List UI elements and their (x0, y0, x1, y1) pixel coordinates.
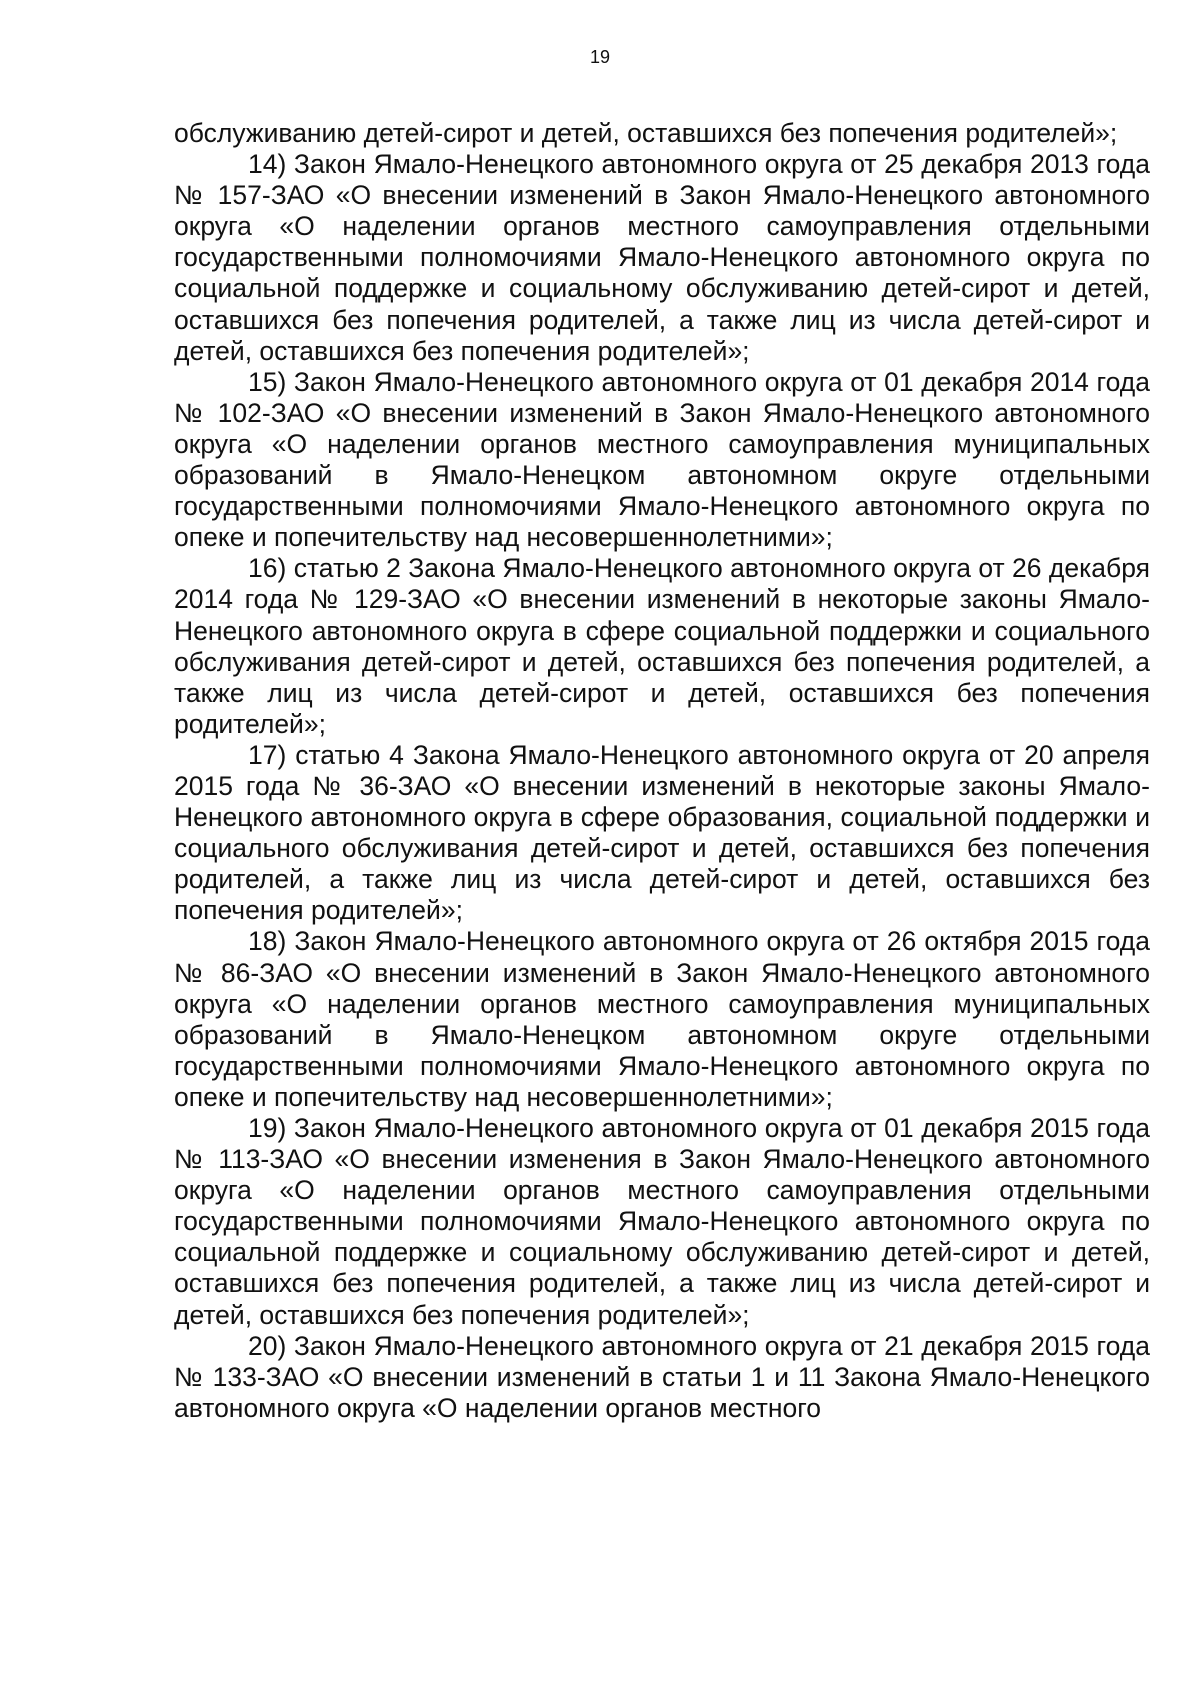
paragraph-continuation: обслуживанию детей-сирот и детей, оставшихся без попечения родителей»; (174, 118, 1118, 148)
paragraph-item-18: 18) Закон Ямало-Ненецкого автономного округа от 26 октября 2015 года № 86-ЗАО «О внесении изменений в Закон Ямало-Ненецкого автономного округа «О наделении органов местного самоуправления муниципальных образований в Ямало-Ненецком автономном округе отдельными государственными полномочиями Ямало-Ненецкого автономного округа по опеке и попечительству над несовершеннолетними»; (174, 926, 1150, 1112)
paragraph-item-20: 20) Закон Ямало-Ненецкого автономного округа от 21 декабря 2015 года № 133-ЗАО «О внесении изменений в статьи 1 и 11 Закона Ямало-Ненецкого автономного округа «О наделении органов местного (174, 1330, 1150, 1423)
paragraph-item-17: 17) статью 4 Закона Ямало-Ненецкого автономного округа от 20 апреля 2015 года № 36-ЗАО «О внесении изменений в некоторые законы Ямало-Ненецкого автономного округа в сфере образования, социальной поддержки и социального обслуживания детей-сирот и детей, оставшихся без попечения родителей, а также лиц из числа детей-сирот и детей, оставшихся без попечения родителей»; (174, 739, 1150, 926)
paragraph-item-16: 16) статью 2 Закона Ямало-Ненецкого автономного округа от 26 декабря 2014 года № 129-ЗАО «О внесении изменений в некоторые законы Ямало-Ненецкого автономного округа в сфере социальной поддержки и социального обслуживания детей-сирот и детей, оставшихся без попечения родителей, а также лиц из числа детей-сирот и детей, оставшихся без попечения родителей»; (174, 553, 1150, 739)
paragraph-item-14: 14) Закон Ямало-Ненецкого автономного округа от 25 декабря 2013 года № 157-ЗАО «О внесении изменений в Закон Ямало-Ненецкого автономного округа «О наделении органов местного самоуправления отдельными государственными полномочиями Ямало-Ненецкого автономного округа по социальной поддержке и социальному обслуживанию детей-сирот и детей, оставшихся без попечения родителей, а также лиц из числа детей-сирот и детей, оставшихся без попечения родителей»; (174, 149, 1150, 366)
document-body (174, 118, 1150, 1424)
page-number: 19 (589, 47, 611, 67)
paragraph-item-19: 19) Закон Ямало-Ненецкого автономного округа от 01 декабря 2015 года № 113-ЗАО «О внесении изменения в Закон Ямало-Ненецкого автономного округа «О наделении органов местного самоуправления отдельными государственными полномочиями Ямало-Ненецкого автономного округа по социальной поддержке и социальному обслуживанию детей-сирот и детей, оставшихся без попечения родителей, а также лиц из числа детей-сирот и детей, оставшихся без попечения родителей»; (174, 1113, 1150, 1330)
paragraph-item-15: 15) Закон Ямало-Ненецкого автономного округа от 01 декабря 2014 года № 102-ЗАО «О внесении изменений в Закон Ямало-Ненецкого автономного округа «О наделении органов местного самоуправления муниципальных образований в Ямало-Ненецком автономном округе отдельными государственными полномочиями Ямало-Ненецкого автономного округа по опеке и попечительству над несовершеннолетними»; (174, 366, 1150, 553)
